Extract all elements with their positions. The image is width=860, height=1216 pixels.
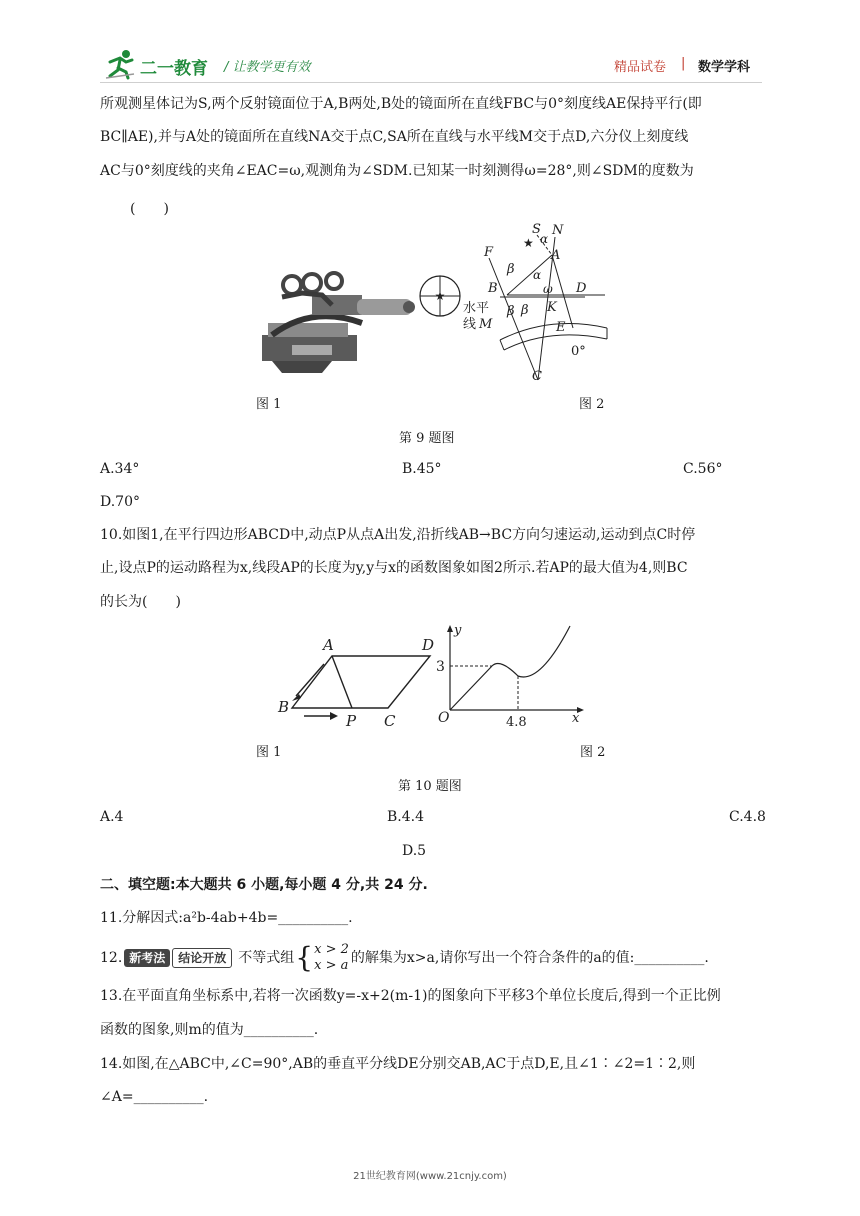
q12-brace-icon: { xyxy=(295,941,314,974)
header-label-premium: 精品试卷 xyxy=(614,60,667,75)
q10-fig1-caption: 图 1 xyxy=(256,745,282,760)
q10-option-a: A.4 xyxy=(100,809,124,825)
q10-axis-x: x xyxy=(572,711,580,726)
q9-fig1-sextant-image xyxy=(252,265,417,380)
q9-option-b: B.45° xyxy=(402,461,442,477)
q10-figure-caption: 第 10 题图 xyxy=(398,779,462,794)
q9-label-K: K xyxy=(547,300,557,315)
q10-label-P: P xyxy=(346,712,357,730)
q10-line-3: 的长为( ) xyxy=(100,594,181,610)
q10-option-b: B.4.4 xyxy=(387,809,425,825)
q13-line-2: 函数的图象,则m的值为__________. xyxy=(100,1022,319,1038)
q10-axis-origin: O xyxy=(438,710,450,726)
q12-tag-open-conclusion: 结论开放 xyxy=(172,948,232,968)
q9-label-horizontal-1: 水平 xyxy=(463,301,490,316)
q9-option-d: D.70° xyxy=(100,494,140,510)
q9-label-alpha-top: α xyxy=(540,232,549,246)
q13-line-1: 13.在平面直角坐标系中,若将一次函数y=-x+2(m-1)的图象向下平移3个单位长度后,得到一个正比例 xyxy=(100,988,721,1004)
q9-answer-paren: ( ) xyxy=(130,201,169,217)
q14-line-1: 14.如图,在△ABC中,∠C=90°,AB的垂直平分线DE分别交AB,AC于点D,E,且∠1∶∠2=1∶2,则 xyxy=(100,1056,696,1072)
q12-post-text: 的解集为x>a,请你写出一个符合条件的a的值:__________. xyxy=(350,950,709,966)
q9-line-3: AC与0°刻度线的夹角∠EAC=ω,观测角为∠SDM.已知某一时刻测得ω=28°,则∠SDM的度数为 xyxy=(100,163,694,179)
q12-tag-new-method: 新考法 xyxy=(124,949,170,967)
svg-text:★: ★ xyxy=(434,289,446,303)
q9-label-D: D xyxy=(576,281,587,296)
q10-line-1: 10.如图1,在平行四边形ABCD中,动点P从点A出发,沿折线AB→BC方向匀速运动,运动到点C时停 xyxy=(100,527,696,543)
q9-line-2: BC∥AE),并与A处的镜面所在直线NA交于点C,SA所在直线与水平线M交于点D,六分仪上刻度线 xyxy=(100,129,689,145)
q11-text: 11.分解因式:a²b-4ab+4b=__________. xyxy=(100,910,353,926)
q10-fig2-caption: 图 2 xyxy=(580,745,606,760)
q10-fig2-graph xyxy=(420,618,590,730)
q9-label-B: B xyxy=(488,281,498,296)
q9-label-F: F xyxy=(484,245,494,260)
q9-label-M: M xyxy=(479,317,493,332)
section-2-title: 二、填空题:本大题共 6 小题,每小题 4 分,共 24 分. xyxy=(100,877,428,893)
q9-label-E: E xyxy=(556,320,566,335)
page-header xyxy=(0,0,860,90)
svg-text:★: ★ xyxy=(523,236,534,250)
q10-label-B: B xyxy=(278,698,290,716)
q10-axis-y: y xyxy=(454,623,462,638)
q9-label-beta-1: β xyxy=(507,262,515,277)
q10-axis-three: 3 xyxy=(436,659,445,675)
header-slogan: / 让教学更有效 xyxy=(224,60,311,75)
q9-fig2-diagram xyxy=(455,215,635,390)
q12-pre-text: 不等式组 xyxy=(238,950,295,966)
q10-label-A: A xyxy=(323,636,334,654)
logo-text: 二一教育 xyxy=(140,59,208,79)
q14-line-2: ∠A=__________. xyxy=(100,1089,209,1105)
q10-line-2: 止,设点P的运动路程为x,线段AP的长度为y,y与x的函数图象如图2所示.若AP的最大值为4,则BC xyxy=(100,560,688,576)
q10-option-d: D.5 xyxy=(402,843,427,859)
q9-label-A: A xyxy=(551,248,561,263)
q9-label-beta-2: β xyxy=(507,304,515,319)
q12-number: 12. xyxy=(100,950,123,966)
header-divider xyxy=(100,82,762,83)
q9-label-beta-3: β xyxy=(521,303,529,318)
q9-label-N: N xyxy=(552,223,564,238)
runner-logo-icon xyxy=(104,48,138,80)
q12-inequality-1: x > 2 xyxy=(314,942,349,957)
q9-figure-caption: 第 9 题图 xyxy=(399,431,455,446)
q9-fig2-caption: 图 2 xyxy=(579,397,605,412)
q10-axis-tick: 4.8 xyxy=(506,715,527,730)
header-label-subject: 数学学科 xyxy=(698,60,751,75)
q9-label-horizontal-2: 线 xyxy=(463,317,477,332)
q9-label-C: C xyxy=(532,369,542,384)
q10-label-D: D xyxy=(422,636,435,654)
header-separator: | xyxy=(681,56,686,71)
q9-label-alpha-2: α xyxy=(533,268,542,282)
page-footer: 21世纪教育网(www.21cnjy.com) xyxy=(353,1171,507,1182)
q9-option-c: C.56° xyxy=(683,461,723,477)
q9-label-omega: ω xyxy=(543,282,553,296)
q12-row xyxy=(100,938,709,978)
q9-line-1: 所观测星体记为S,两个反射镜面位于A,B两处,B处的镜面所在直线FBC与0°刻度线AE保持平行(即 xyxy=(100,96,702,112)
q12-inequality-system xyxy=(314,942,349,974)
q9-label-S: S xyxy=(532,222,541,237)
q10-option-c: C.4.8 xyxy=(729,809,766,825)
q9-label-zero: 0° xyxy=(571,344,586,359)
q9-fig1-caption: 图 1 xyxy=(256,397,282,412)
q12-inequality-2: x > a xyxy=(314,958,349,973)
q10-label-C: C xyxy=(384,712,396,730)
q9-option-a: A.34° xyxy=(100,461,140,477)
